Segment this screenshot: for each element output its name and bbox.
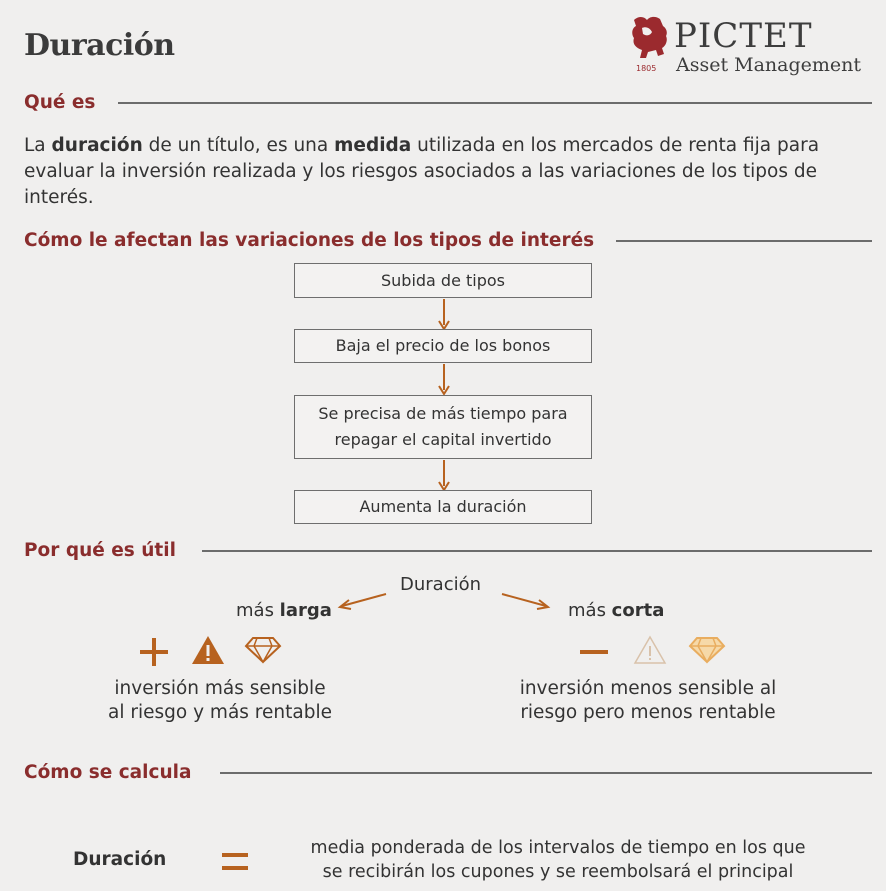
flow-step-box [294, 329, 592, 363]
definition-paragraph [24, 133, 824, 211]
brand-name: PICTET [674, 16, 813, 56]
description-line: al riesgo y más rentable [108, 702, 332, 723]
page-title: Duración [24, 28, 175, 63]
down-arrow-icon [437, 364, 451, 396]
section-heading-como-afectan: Cómo le afectan las variaciones de los tipos de interés [24, 230, 595, 251]
section-divider [118, 102, 872, 104]
formula-lhs: Duración [73, 849, 167, 870]
down-arrow-icon [437, 299, 451, 331]
section-heading-como-calcula: Cómo se calcula [24, 762, 192, 783]
formula-rhs-line: se recibirán los cupones y se reembolsará el principal [322, 862, 794, 882]
brand-year: 1805 [636, 64, 657, 73]
longer-duration-label [236, 600, 332, 621]
section-divider [220, 772, 872, 774]
section-divider [202, 550, 872, 552]
description-line: inversión menos sensible al [519, 678, 777, 699]
definition-text: de un título, es una [142, 135, 335, 156]
pictet-logo [630, 14, 870, 84]
flow-step-box [294, 263, 592, 298]
definition-text: La [24, 135, 52, 156]
definition-bold-term: duración [51, 135, 143, 156]
arrow-right-down-icon [498, 590, 552, 612]
definition-bold-term: medida [334, 135, 412, 156]
diamond-icon [688, 636, 726, 664]
lion-emblem-icon [630, 14, 670, 68]
shorter-duration-label [568, 600, 664, 621]
longer-duration-prefix: más [236, 600, 280, 621]
flow-step-text: Se precisa de más tiempo para repagar el capital invertido [318, 404, 568, 449]
flow-step-box [294, 490, 592, 524]
section-heading-que-es: Qué es [24, 92, 96, 113]
equals-icon [220, 850, 250, 874]
formula-rhs-line: media ponderada de los intervalos de tiempo en los que [310, 838, 806, 858]
longer-duration-description [60, 677, 380, 725]
arrow-left-down-icon [336, 590, 390, 612]
plus-icon [138, 636, 170, 668]
warning-icon [190, 634, 226, 666]
flow-step-text: Subida de tipos [380, 270, 506, 290]
definition-text: utilizada en los mercados de renta fija para evaluar la inversión realizada y los riesgos asociados a las variaciones de los tipos de interés. [24, 135, 820, 208]
flow-step-text: Aumenta la duración [359, 497, 527, 516]
formula-rhs [290, 836, 826, 884]
minus-icon [578, 636, 610, 668]
shorter-duration-bold: corta [611, 600, 665, 621]
flow-step-box [294, 395, 592, 459]
diamond-icon [244, 636, 282, 664]
shorter-duration-prefix: más [568, 600, 612, 621]
description-line: riesgo pero menos rentable [520, 702, 776, 723]
section-divider [616, 240, 872, 242]
description-line: inversión más sensible [114, 678, 326, 699]
down-arrow-icon [437, 460, 451, 492]
section-heading-por-que-util: Por qué es útil [24, 540, 176, 561]
utility-center-label: Duración [400, 574, 482, 595]
warning-outline-icon [632, 634, 668, 666]
flow-step-text: Baja el precio de los bonos [335, 336, 551, 355]
shorter-duration-description [488, 677, 808, 725]
longer-duration-bold: larga [279, 600, 332, 621]
brand-subtitle: Asset Management [676, 54, 862, 76]
